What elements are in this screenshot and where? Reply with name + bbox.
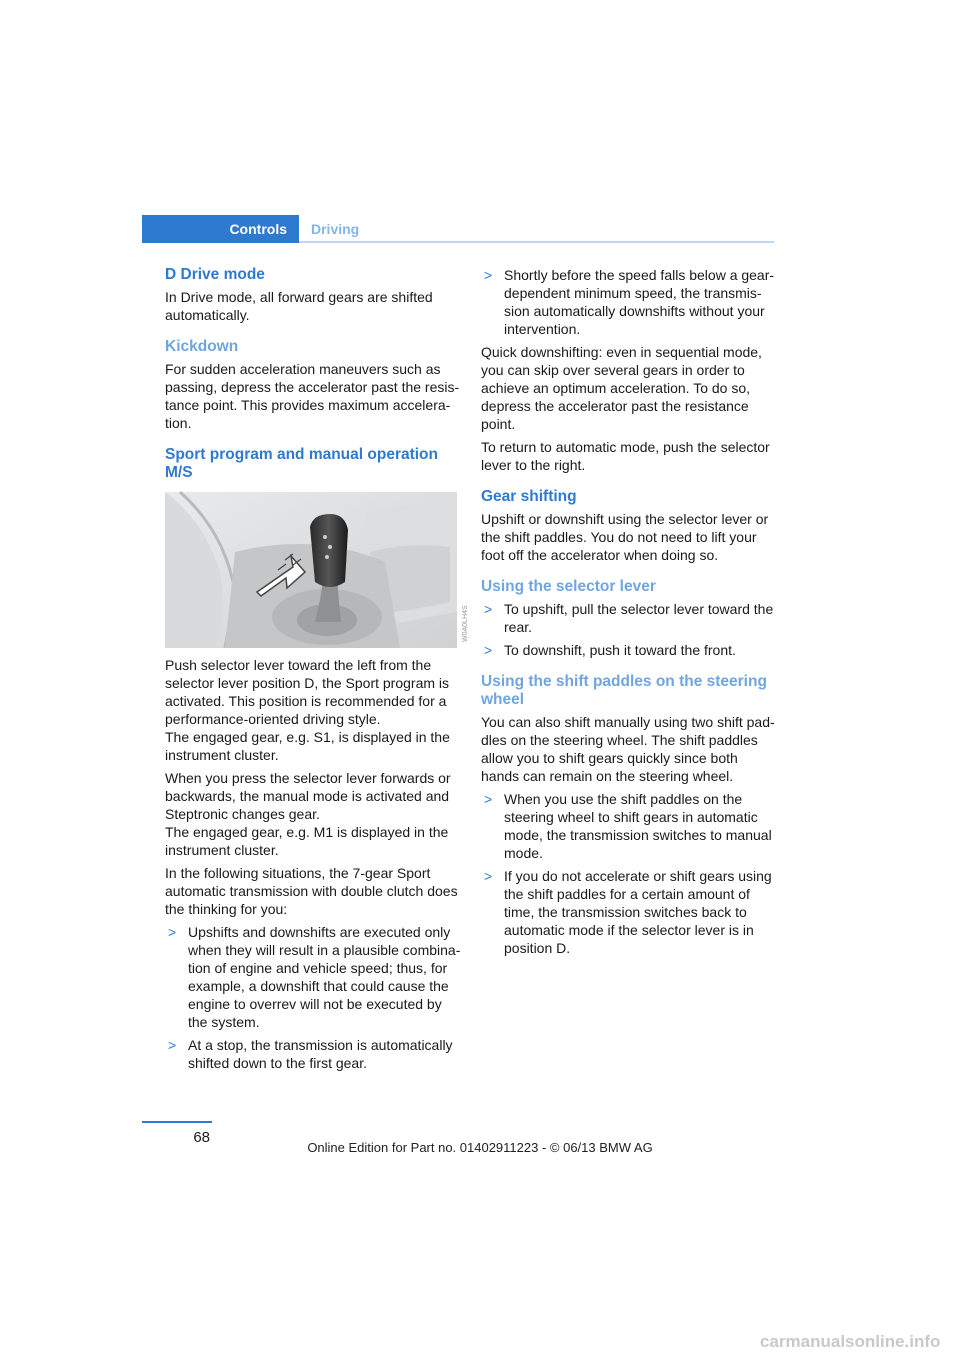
watermark: carmanualsonline.info — [760, 1332, 941, 1351]
right-column — [481, 266, 777, 962]
heading-sport-program: Sport program and manual operation M/S — [165, 446, 438, 481]
bullet-marker: > — [484, 267, 493, 283]
heading-kickdown: Kickdown — [165, 338, 239, 355]
list-item: > When you use the shift paddles on the steering wheel to shift gears in automatic mode, the transmission switches to manual mode. — [484, 791, 772, 861]
left-column — [165, 266, 469, 1077]
running-header — [142, 215, 774, 243]
paragraph-sport-2: When you press the selector lever forwards or backwards, the manual mode is activated and Steptronic changes gear. The engaged gear, e.g. M1 is displayed in the instrument cluster. — [165, 770, 451, 858]
bullet-marker: > — [484, 642, 493, 658]
list-item: > To upshift, pull the selector lever toward the rear. — [484, 601, 774, 635]
heading-shift-paddles: Using the shift paddles on the steering wheel — [481, 673, 767, 708]
paragraph-quick-downshift: Quick downshifting: even in sequential mode, you can skip over several gears in order to achieve an optimum acceleration. To do so, depress the accelerator past the resistance point. — [481, 344, 762, 432]
paragraph-shift-paddles: You can also shift manually using two shift pad-dles on the steering wheel. The shift paddles allow you to shift gears quickly since both hands can remain on the steering wheel. — [481, 714, 775, 784]
paragraph-sport-3: In the following situations, the 7-gear Sport automatic transmission with double clutch does the thinking for you: — [165, 865, 458, 917]
bullet-marker: > — [484, 601, 493, 617]
paragraph-kickdown: For sudden acceleration maneuvers such as passing, depress the accelerator past the resis-tance point. This provides maximum accelera-tion. — [165, 361, 460, 431]
selector-lever-illustration — [165, 492, 469, 648]
figure-code: W0A0LH4S — [462, 605, 469, 642]
list-item: > Shortly before the speed falls below a gear-dependent minimum speed, the transmis-sion automatically downshifts without your intervention. — [484, 267, 775, 337]
bullet-marker: > — [168, 924, 177, 940]
paragraph-sport-1: Push selector lever toward the left from the selector lever position D, the Sport program is activated. This position is recommended for a performance-oriented driving style. The engaged gear, e.g. S1, is displayed in the instrument cluster. — [165, 657, 450, 763]
section-tab-driving: Driving — [311, 221, 360, 237]
paragraph-gear-shifting: Upshift or downshift using the selector lever or the shift paddles. You do not need to lift your foot off the accelerator when doing so. — [481, 511, 769, 563]
bullet-marker: > — [168, 1037, 177, 1053]
bullet-marker: > — [484, 868, 493, 884]
paragraph-d-drive: In Drive mode, all forward gears are shifted automatically. — [165, 289, 433, 323]
list-item: > At a stop, the transmission is automatically shifted down to the first gear. — [168, 1037, 453, 1071]
heading-selector-lever: Using the selector lever — [481, 578, 656, 595]
footer-rule — [142, 1121, 212, 1123]
header-rule — [299, 241, 774, 243]
section-tab-controls: Controls — [142, 215, 299, 243]
heading-d-drive-mode: D Drive mode — [165, 266, 265, 283]
page-number: 68 — [193, 1129, 210, 1146]
paragraph-return-automatic: To return to automatic mode, push the selector lever to the right. — [481, 439, 770, 473]
list-item: > Upshifts and downshifts are executed only when they will result in a plausible combina-tion of engine and vehicle speed; thus, for example, a downshift that could cause the engine to overrev will not be executed by the system. — [168, 924, 461, 1030]
heading-gear-shifting: Gear shifting — [481, 488, 577, 505]
edition-notice: Online Edition for Part no. 01402911223 - © 06/13 BMW AG — [307, 1140, 653, 1155]
list-item: > If you do not accelerate or shift gears using the shift paddles for a certain amount of time, the transmission switches back to automatic mode if the selector lever is in position D. — [484, 868, 772, 956]
list-item: > To downshift, push it toward the front. — [484, 642, 736, 658]
bullet-marker: > — [484, 791, 493, 807]
